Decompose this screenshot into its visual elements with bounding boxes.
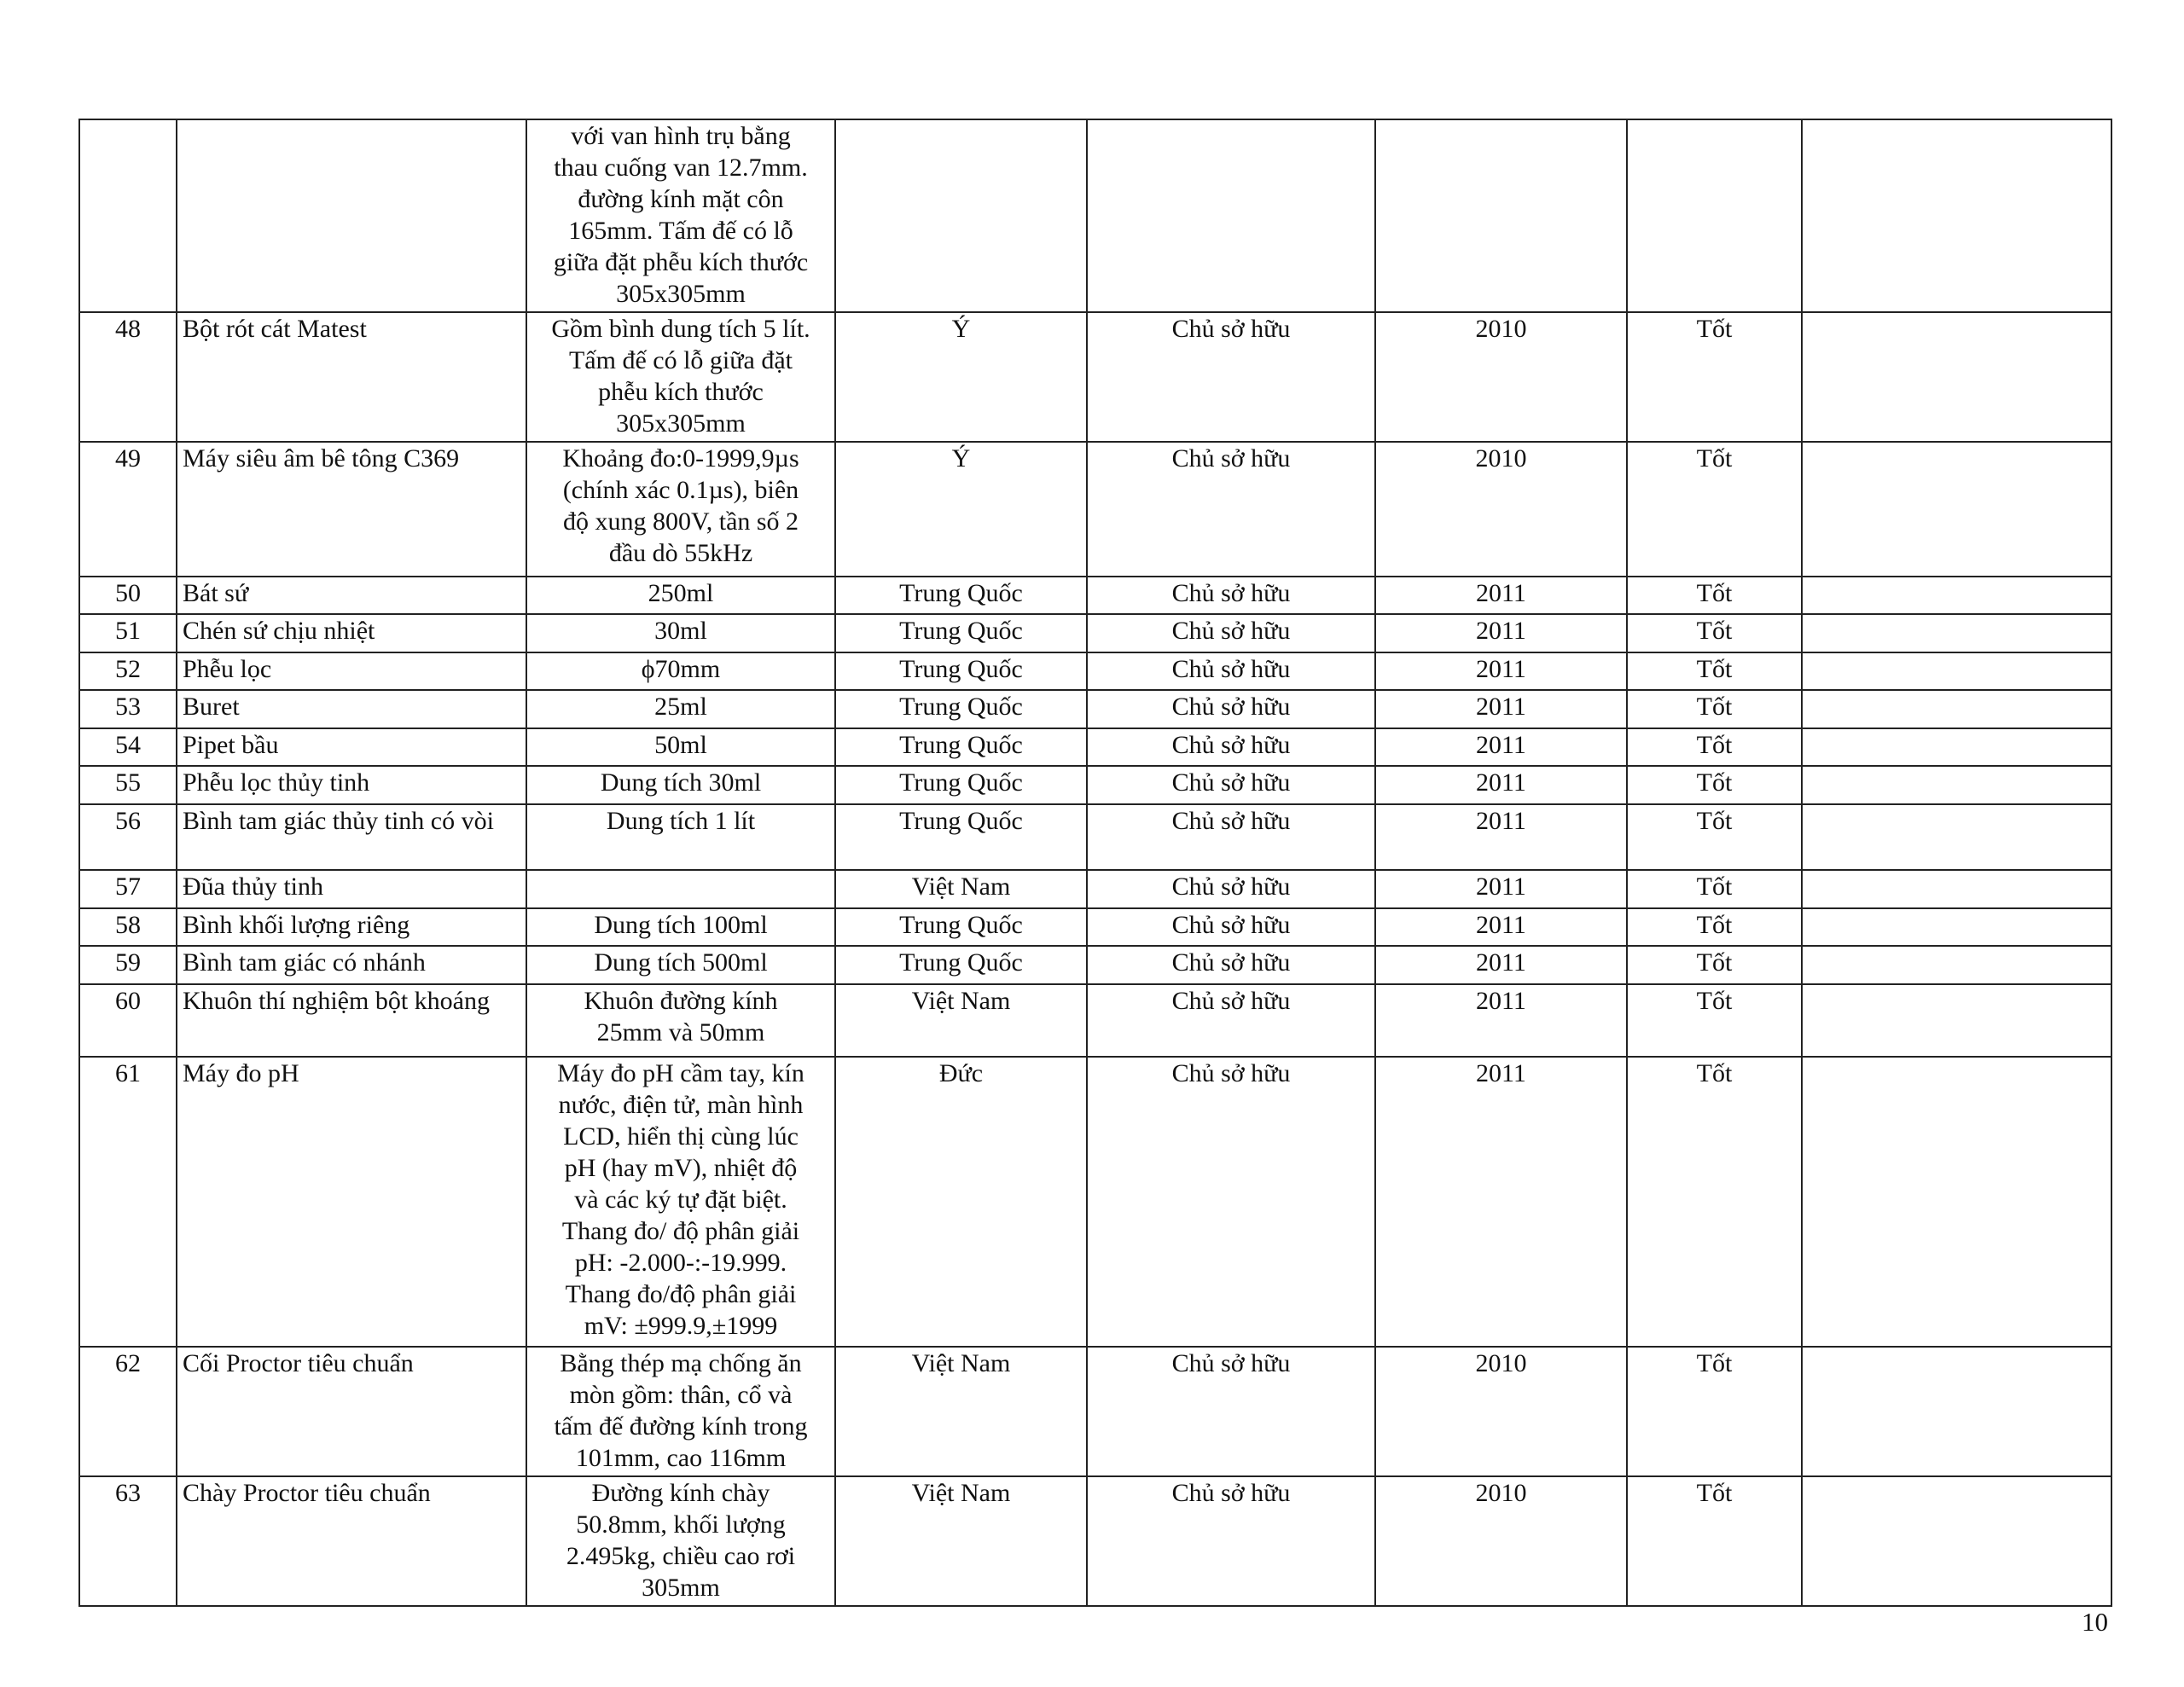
cell-year — [1375, 119, 1627, 312]
spec-line: 30ml — [654, 617, 707, 645]
cell-ownership: Chủ sở hữu — [1087, 1057, 1375, 1347]
table-row — [79, 690, 2111, 728]
table-row — [79, 442, 2111, 577]
cell-year: 2011 — [1375, 908, 1627, 946]
cell-year: 2010 — [1375, 1347, 1627, 1476]
cell-name: Máy siêu âm bê tông C369 — [177, 442, 526, 577]
spec-line: Khoảng đo:0-1999,9µs — [562, 444, 799, 472]
cell-ownership: Chủ sở hữu — [1087, 1476, 1375, 1606]
cell-note — [1802, 312, 2111, 442]
cell-origin: Đức — [835, 1057, 1087, 1347]
cell-year: 2011 — [1375, 1057, 1627, 1347]
table-row — [79, 1476, 2111, 1606]
spec-line: 2.495kg, chiều cao rơi — [566, 1542, 796, 1570]
cell-note — [1802, 442, 2111, 577]
spec-line: Đường kính chày — [591, 1479, 770, 1507]
cell-ownership: Chủ sở hữu — [1087, 577, 1375, 614]
cell-ownership: Chủ sở hữu — [1087, 312, 1375, 442]
cell-name: Chày Proctor tiêu chuẩn — [177, 1476, 526, 1606]
equipment-table — [78, 119, 2112, 1607]
spec-line: mòn gồm: thân, cổ và — [569, 1381, 793, 1409]
spec-line: Dung tích 30ml — [600, 768, 762, 797]
cell-status: Tốt — [1627, 577, 1802, 614]
cell-spec — [526, 766, 835, 804]
spec-line: pH (hay mV), nhiệt độ — [564, 1154, 798, 1182]
spec-line: ϕ70mm — [641, 655, 721, 683]
cell-spec — [526, 728, 835, 766]
table-row — [79, 652, 2111, 690]
cell-stt: 50 — [79, 577, 177, 614]
cell-spec — [526, 119, 835, 312]
cell-origin: Ý — [835, 442, 1087, 577]
spec-line: 305mm — [642, 1574, 720, 1602]
page-number: 10 — [2082, 1607, 2108, 1637]
cell-year: 2011 — [1375, 804, 1627, 870]
cell-ownership: Chủ sở hữu — [1087, 870, 1375, 908]
cell-origin: Trung Quốc — [835, 614, 1087, 652]
cell-note — [1802, 946, 2111, 984]
cell-spec — [526, 946, 835, 984]
cell-status: Tốt — [1627, 442, 1802, 577]
cell-status — [1627, 119, 1802, 312]
cell-stt: 57 — [79, 870, 177, 908]
equipment-table-body — [79, 119, 2111, 1606]
cell-origin: Việt Nam — [835, 870, 1087, 908]
cell-status: Tốt — [1627, 908, 1802, 946]
cell-status: Tốt — [1627, 984, 1802, 1057]
cell-spec — [526, 870, 835, 908]
cell-status: Tốt — [1627, 946, 1802, 984]
cell-year: 2011 — [1375, 652, 1627, 690]
spec-line: với van hình trụ bằng — [571, 122, 791, 150]
cell-year: 2010 — [1375, 312, 1627, 442]
spec-line: tấm đế đường kính trong — [554, 1412, 808, 1441]
cell-ownership: Chủ sở hữu — [1087, 690, 1375, 728]
cell-spec — [526, 1347, 835, 1476]
cell-status: Tốt — [1627, 1476, 1802, 1606]
cell-name: Bột rót cát Matest — [177, 312, 526, 442]
cell-name: Pipet bầu — [177, 728, 526, 766]
cell-ownership: Chủ sở hữu — [1087, 984, 1375, 1057]
spec-line: 25mm và 50mm — [596, 1018, 765, 1046]
cell-note — [1802, 984, 2111, 1057]
table-row — [79, 1057, 2111, 1347]
cell-spec — [526, 614, 835, 652]
cell-status: Tốt — [1627, 1057, 1802, 1347]
cell-year: 2010 — [1375, 442, 1627, 577]
cell-name: Chén sứ chịu nhiệt — [177, 614, 526, 652]
cell-year: 2011 — [1375, 577, 1627, 614]
cell-origin: Việt Nam — [835, 1476, 1087, 1606]
cell-note — [1802, 614, 2111, 652]
cell-spec — [526, 442, 835, 577]
spec-line: Dung tích 100ml — [594, 911, 768, 939]
cell-name: Bình tam giác thủy tinh có vòi — [177, 804, 526, 870]
cell-origin: Trung Quốc — [835, 652, 1087, 690]
cell-name — [177, 119, 526, 312]
cell-stt: 48 — [79, 312, 177, 442]
cell-stt: 62 — [79, 1347, 177, 1476]
cell-note — [1802, 652, 2111, 690]
cell-stt: 53 — [79, 690, 177, 728]
cell-spec — [526, 804, 835, 870]
cell-status: Tốt — [1627, 870, 1802, 908]
spec-line: phễu kích thước — [598, 378, 764, 406]
cell-name: Bát sứ — [177, 577, 526, 614]
cell-ownership: Chủ sở hữu — [1087, 1347, 1375, 1476]
cell-origin: Trung Quốc — [835, 946, 1087, 984]
table-row — [79, 1347, 2111, 1476]
cell-ownership: Chủ sở hữu — [1087, 804, 1375, 870]
cell-stt: 51 — [79, 614, 177, 652]
cell-stt: 61 — [79, 1057, 177, 1347]
cell-origin: Việt Nam — [835, 1347, 1087, 1476]
cell-note — [1802, 1347, 2111, 1476]
spec-line: 50.8mm, khối lượng — [576, 1510, 786, 1539]
cell-note — [1802, 1057, 2111, 1347]
table-row — [79, 984, 2111, 1057]
spec-line: 25ml — [654, 693, 707, 721]
cell-note — [1802, 870, 2111, 908]
spec-line: đường kính mặt côn — [578, 185, 784, 213]
cell-year: 2011 — [1375, 690, 1627, 728]
cell-origin: Trung Quốc — [835, 804, 1087, 870]
cell-year: 2011 — [1375, 870, 1627, 908]
cell-stt: 60 — [79, 984, 177, 1057]
table-row — [79, 766, 2111, 804]
cell-name: Phễu lọc thủy tinh — [177, 766, 526, 804]
spec-line: 50ml — [654, 731, 707, 759]
cell-spec — [526, 690, 835, 728]
cell-year: 2011 — [1375, 946, 1627, 984]
spec-line: thau cuống van 12.7mm. — [554, 154, 808, 182]
cell-year: 2011 — [1375, 984, 1627, 1057]
cell-year: 2011 — [1375, 614, 1627, 652]
cell-name: Bình khối lượng riêng — [177, 908, 526, 946]
cell-stt: 63 — [79, 1476, 177, 1606]
cell-name: Đũa thủy tinh — [177, 870, 526, 908]
table-row — [79, 946, 2111, 984]
cell-stt: 52 — [79, 652, 177, 690]
cell-spec — [526, 577, 835, 614]
spec-line: mV: ±999.9,±1999 — [584, 1312, 778, 1340]
cell-spec — [526, 908, 835, 946]
cell-stt: 49 — [79, 442, 177, 577]
spec-line: 305x305mm — [616, 409, 746, 438]
spec-line: LCD, hiển thị cùng lúc — [563, 1122, 799, 1151]
cell-origin: Trung Quốc — [835, 728, 1087, 766]
cell-note — [1802, 119, 2111, 312]
cell-ownership: Chủ sở hữu — [1087, 652, 1375, 690]
spec-line: và các ký tự đặt biệt. — [574, 1186, 787, 1214]
spec-line: Dung tích 1 lít — [606, 807, 756, 835]
cell-year: 2010 — [1375, 1476, 1627, 1606]
cell-origin: Trung Quốc — [835, 908, 1087, 946]
cell-origin: Trung Quốc — [835, 690, 1087, 728]
cell-note — [1802, 1476, 2111, 1606]
spec-line: giữa đặt phễu kích thước — [553, 248, 809, 276]
cell-name: Khuôn thí nghiệm bột khoáng — [177, 984, 526, 1057]
spec-line: 250ml — [648, 579, 714, 607]
cell-origin: Ý — [835, 312, 1087, 442]
cell-status: Tốt — [1627, 804, 1802, 870]
cell-spec — [526, 1476, 835, 1606]
table-row — [79, 312, 2111, 442]
cell-name: Bình tam giác có nhánh — [177, 946, 526, 984]
cell-origin: Trung Quốc — [835, 577, 1087, 614]
spec-line: 101mm, cao 116mm — [575, 1444, 787, 1472]
cell-stt: 58 — [79, 908, 177, 946]
cell-ownership — [1087, 119, 1375, 312]
spec-line: 165mm. Tấm đế có lỗ — [568, 217, 793, 245]
spec-line: đầu dò 55kHz — [608, 539, 753, 567]
cell-status: Tốt — [1627, 1347, 1802, 1476]
cell-ownership: Chủ sở hữu — [1087, 614, 1375, 652]
cell-year: 2011 — [1375, 728, 1627, 766]
spec-line: nước, điện tử, màn hình — [558, 1091, 804, 1119]
table-row — [79, 728, 2111, 766]
cell-status: Tốt — [1627, 728, 1802, 766]
spec-line: Gồm bình dung tích 5 lít. — [551, 315, 810, 343]
cell-year: 2011 — [1375, 766, 1627, 804]
cell-stt — [79, 119, 177, 312]
table-row — [79, 119, 2111, 312]
spec-line: (chính xác 0.1µs), biên — [562, 476, 799, 504]
cell-status: Tốt — [1627, 690, 1802, 728]
cell-note — [1802, 690, 2111, 728]
cell-note — [1802, 804, 2111, 870]
cell-status: Tốt — [1627, 312, 1802, 442]
spec-line: pH: -2.000-:-19.999. — [574, 1249, 787, 1277]
cell-spec — [526, 1057, 835, 1347]
cell-status: Tốt — [1627, 614, 1802, 652]
cell-note — [1802, 577, 2111, 614]
table-row — [79, 577, 2111, 614]
table-row — [79, 908, 2111, 946]
cell-stt: 56 — [79, 804, 177, 870]
table-row — [79, 870, 2111, 908]
cell-origin — [835, 119, 1087, 312]
cell-stt: 59 — [79, 946, 177, 984]
table-row — [79, 804, 2111, 870]
cell-name: Máy đo pH — [177, 1057, 526, 1347]
spec-line: Máy đo pH cầm tay, kín — [557, 1059, 804, 1087]
cell-note — [1802, 766, 2111, 804]
table-row — [79, 614, 2111, 652]
cell-ownership: Chủ sở hữu — [1087, 442, 1375, 577]
spec-line: Thang đo/độ phân giải — [565, 1280, 797, 1308]
spec-line: Thang đo/ độ phân giải — [561, 1217, 800, 1245]
cell-ownership: Chủ sở hữu — [1087, 908, 1375, 946]
cell-stt: 54 — [79, 728, 177, 766]
cell-note — [1802, 908, 2111, 946]
spec-line: Dung tích 500ml — [594, 948, 768, 977]
spec-line: độ xung 800V, tần số 2 — [562, 507, 799, 536]
cell-status: Tốt — [1627, 652, 1802, 690]
cell-note — [1802, 728, 2111, 766]
cell-ownership: Chủ sở hữu — [1087, 728, 1375, 766]
cell-origin: Trung Quốc — [835, 766, 1087, 804]
cell-stt: 55 — [79, 766, 177, 804]
cell-spec — [526, 984, 835, 1057]
cell-origin: Việt Nam — [835, 984, 1087, 1057]
cell-name: Buret — [177, 690, 526, 728]
spec-line: Tấm đế có lỗ giữa đặt — [568, 346, 793, 374]
cell-spec — [526, 312, 835, 442]
cell-ownership: Chủ sở hữu — [1087, 766, 1375, 804]
cell-status: Tốt — [1627, 766, 1802, 804]
cell-spec — [526, 652, 835, 690]
spec-line: 305x305mm — [616, 280, 746, 308]
cell-ownership: Chủ sở hữu — [1087, 946, 1375, 984]
cell-name: Cối Proctor tiêu chuẩn — [177, 1347, 526, 1476]
spec-line: Khuôn đường kính — [584, 987, 778, 1015]
cell-name: Phễu lọc — [177, 652, 526, 690]
spec-line: Bằng thép mạ chống ăn — [560, 1349, 802, 1377]
